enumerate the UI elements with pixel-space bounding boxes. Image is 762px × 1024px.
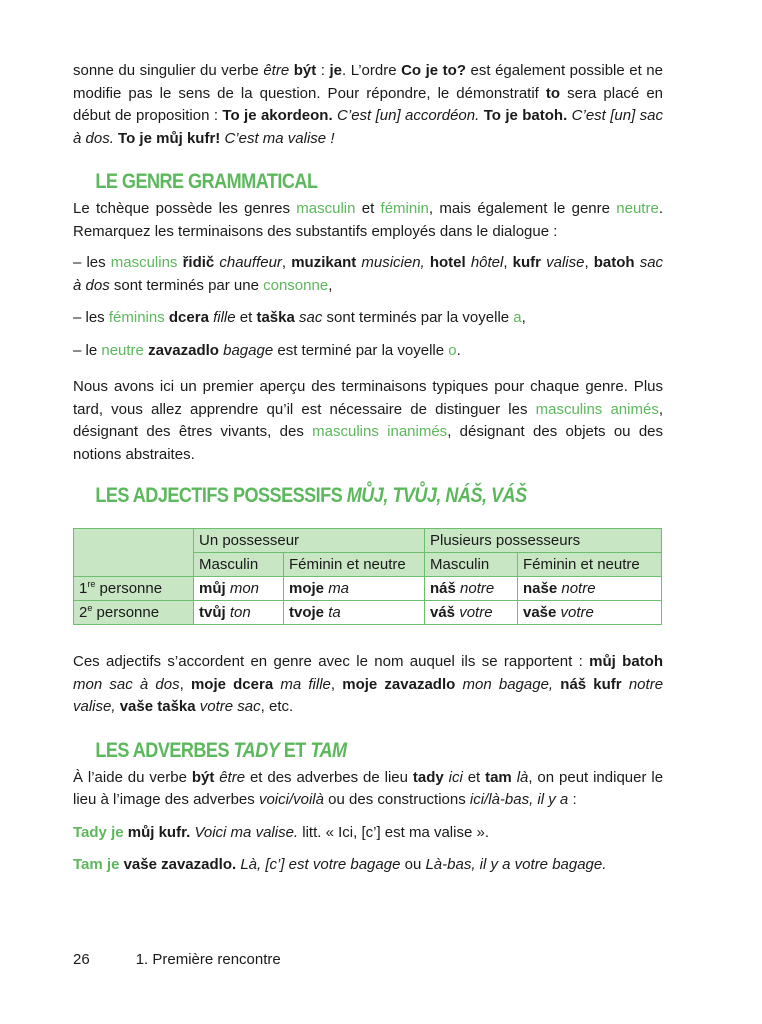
- table-cell: tvoje ta: [284, 601, 425, 625]
- table-row: [74, 601, 662, 625]
- page-number: 26: [73, 951, 90, 968]
- list-item-neutre: – le neutre zavazadlo bagage est terminé par la voyelle o.: [73, 341, 461, 359]
- intro-paragraph: sonne du singulier du verbe être být : je. L’ordre Co je to? est également possible et ne modifie pas le sens de la question. Pour répondre, le démonstratif to sera placé en début de proposition : To je akordeon. C’est [un] accordéon. To je batoh. C’est [un] sac à dos. To je můj kufr! C’est ma valise !: [73, 62, 664, 147]
- table-cell: naše notre: [518, 577, 662, 601]
- header-masculin-2: Masculin: [425, 553, 518, 577]
- header-masculin: Masculin: [194, 553, 284, 577]
- adverbes-example-1: Tady je můj kufr. Voici ma valise. litt. « Ici, [c’] est ma valise ».: [73, 823, 489, 841]
- possessives-table: [73, 528, 662, 625]
- header-feminin-neutre: Féminin et neutre: [284, 553, 425, 577]
- adjectifs-paragraph: Ces adjectifs s’accordent en genre avec le nom auquel ils se rapportent : můj batoh mon sac à dos, moje dcera ma fille, moje zavazadlo mon bagage, náš kufr notre valise, vaše taška votre sac, etc.: [73, 653, 664, 715]
- table-cell: můj mon: [194, 577, 284, 601]
- list-item-masculins: – les masculins řidič chauffeur, muzikant musicien, hotel hôtel, kufr valise, batoh sac à dos sont terminés par une consonne,: [73, 254, 664, 294]
- content: [73, 60, 663, 877]
- table-row: [74, 577, 662, 601]
- section-heading-adverbes: LES ADVERBES TADY ET TAM: [95, 738, 347, 762]
- adverbes-paragraph: À l’aide du verbe být être et des adverbes de lieu tady ici et tam là, on peut indiquer le lieu à l’image des adverbes voici/voilà ou des constructions ici/là-bas, il y a :: [73, 768, 664, 808]
- chapter-title: 1. Première rencontre: [135, 951, 281, 968]
- table-corner-cell: [74, 529, 194, 577]
- row-label-2: 2e personne: [74, 601, 194, 625]
- header-feminin-neutre-2: Féminin et neutre: [518, 553, 662, 577]
- header-many-owners: Plusieurs possesseurs: [425, 529, 662, 553]
- table-cell: vaše votre: [518, 601, 662, 625]
- genre-paragraph-2: Nous avons ici un premier aperçu des terminaisons typiques pour chaque genre. Plus tard, vous allez apprendre qu’il est nécessaire de distinguer les masculins animés, désignant des êtres vivants, des masculins inanimés, désignant des objets ou des notions abstraites.: [73, 378, 664, 463]
- genre-paragraph: Le tchèque possède les genres masculin et féminin, mais également le genre neutre. Remarquez les terminaisons des substantifs employés dans le dialogue :: [73, 200, 663, 240]
- section-heading-genre: LE GENRE GRAMMATICAL: [95, 170, 318, 193]
- adverbes-example-2: Tam je vaše zavazadlo. Là, [c’] est votre bagage ou Là-bas, il y a votre bagage.: [73, 856, 607, 873]
- table-cell: moje ma: [284, 577, 425, 601]
- row-label-1: 1re personne: [74, 577, 194, 601]
- section-heading-adjectifs: LES ADJECTIFS POSSESSIFS MŮJ, TVŮJ, NÁŠ, VÁŠ: [95, 484, 527, 507]
- header-one-owner: Un possesseur: [194, 529, 425, 553]
- page-footer: [73, 951, 281, 968]
- table-cell: tvůj ton: [194, 601, 284, 625]
- table-cell: náš notre: [425, 577, 518, 601]
- list-item-feminins: – les féminins dcera fille et taška sac sont terminés par la voyelle a,: [73, 309, 526, 326]
- table-cell: váš votre: [425, 601, 518, 625]
